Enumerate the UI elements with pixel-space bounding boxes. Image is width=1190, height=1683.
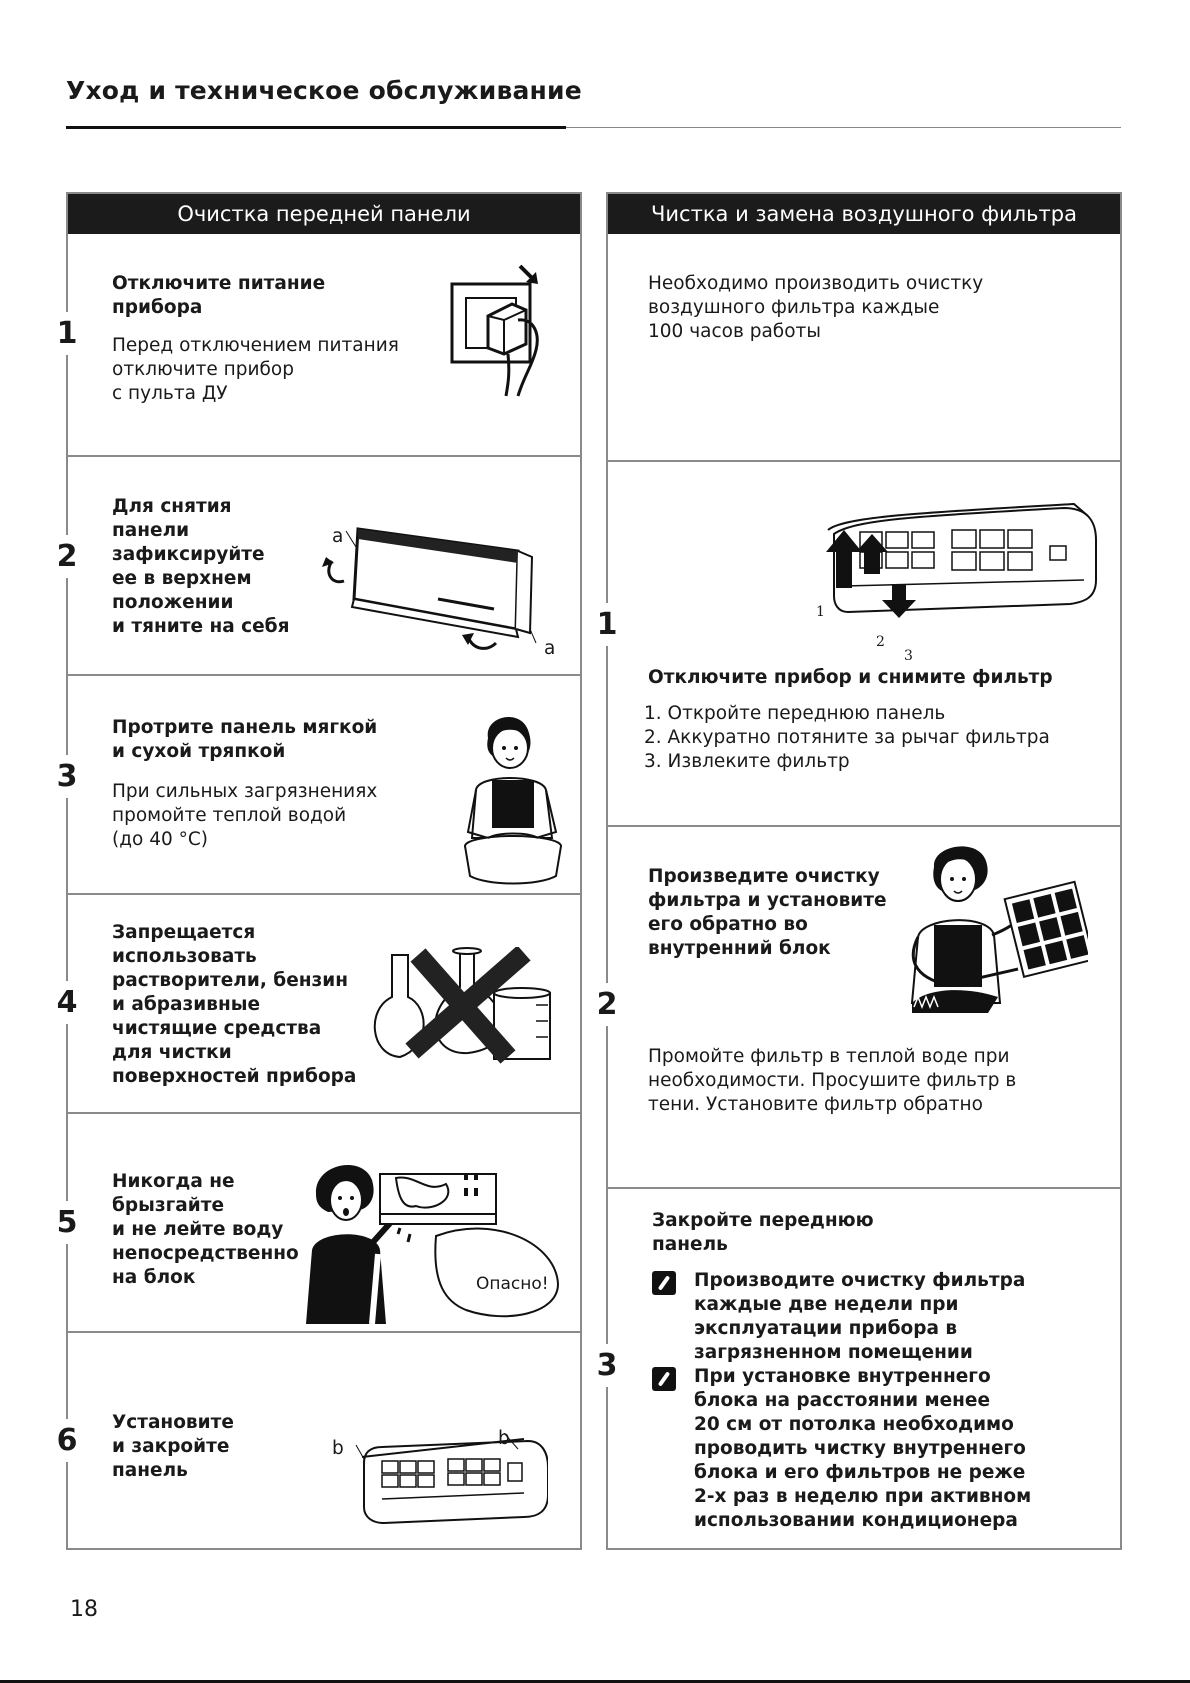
air-conditioner-panel-icon	[318, 517, 558, 657]
woman-washing-icon	[458, 708, 568, 888]
right-step-3-title: Закройте переднюю панель	[652, 1210, 874, 1255]
danger-label: Опасно!	[476, 1274, 549, 1294]
row-2-heading: Для снятия панели зафиксируйте ее в верхнем положении и тяните на себя	[112, 496, 290, 637]
left-row-2	[68, 455, 580, 674]
label-b-left: b	[332, 1438, 344, 1459]
title-rule	[566, 127, 1121, 128]
left-row-4	[68, 893, 580, 1112]
prohibited-chemicals-icon	[368, 947, 558, 1077]
right-column	[606, 192, 1122, 1550]
filter-label-2: 2	[876, 634, 885, 650]
filter-removal-icon	[814, 500, 1114, 640]
page-number: 18	[70, 1597, 98, 1622]
left-row-6	[68, 1331, 580, 1550]
label-a-bottom: a	[544, 638, 556, 659]
row-3-heading: Протрите панель мягкой и сухой тряпкой	[112, 717, 378, 762]
right-row-3	[608, 1187, 1120, 1550]
left-column	[66, 192, 582, 1550]
right-step-3-note-2: При установке внутреннего блока на расстоянии менее 20 см от потолка необходимо проводить чистку внутреннего блока и его фильтров не реже 2-х раз в неделю при активном использовании кондиционера	[694, 1366, 1032, 1531]
left-row-3	[68, 674, 580, 893]
label-b-right: b	[498, 1428, 510, 1449]
step-number-right-3: 3	[592, 1344, 622, 1387]
row-1-text: Перед отключением питания отключите прибор с пульта ДУ	[112, 335, 399, 404]
filter-label-3: 3	[904, 648, 913, 664]
step-number-left-1: 1	[52, 312, 82, 355]
right-row-2	[608, 825, 1120, 1187]
woman-holding-filter-icon	[908, 837, 1088, 1017]
step-number-left-6: 6	[52, 1419, 82, 1462]
note-check-icon-2	[652, 1367, 676, 1391]
right-step-1-text: 1. Откройте переднюю панель 2. Аккуратно потяните за рычаг фильтра 3. Извлеките фильтр	[644, 703, 1050, 772]
step-number-left-3: 3	[52, 755, 82, 798]
left-row-1	[68, 234, 580, 455]
right-step-2-text: Промойте фильтр в теплой воде при необходимости. Просушите фильтр в тени. Установите фильтр обратно	[648, 1046, 1017, 1115]
page-title: Уход и техническое обслуживание	[66, 76, 582, 105]
right-row-1	[608, 460, 1120, 825]
air-conditioner-closed-icon	[348, 1433, 548, 1533]
step-number-left-4: 4	[52, 981, 82, 1024]
water-spray-warning-icon	[306, 1154, 576, 1329]
note-check-icon-1	[652, 1271, 676, 1295]
right-step-1-heading: Отключите прибор и снимите фильтр	[648, 667, 1053, 688]
right-step-2-heading: Произведите очистку фильтра и установите его обратно во внутренний блок	[648, 866, 887, 959]
step-number-right-2: 2	[592, 983, 622, 1026]
title-underline	[66, 126, 566, 129]
step-number-left-2: 2	[52, 535, 82, 578]
right-step-3-note-1: Производите очистку фильтра каждые две недели при эксплуатации прибора в загрязненном помещении	[694, 1270, 1026, 1363]
step-number-right-1: 1	[592, 603, 622, 646]
filter-label-1: 1	[816, 604, 825, 620]
step-number-left-5: 5	[52, 1201, 82, 1244]
filter-intro-text: Необходимо производить очистку воздушного фильтра каждые 100 часов работы	[648, 273, 984, 342]
right-row-intro	[608, 234, 1120, 460]
row-1-heading: Отключите питание прибора	[112, 273, 326, 318]
power-plug-icon	[448, 258, 568, 398]
row-6-heading: Установите и закройте панель	[112, 1412, 234, 1481]
left-row-5	[68, 1112, 580, 1331]
label-a-top: a	[332, 526, 344, 547]
row-4-heading: Запрещается использовать растворители, бензин и абразивные чистящие средства для чистки поверхностей прибора	[112, 922, 357, 1087]
row-3-text: При сильных загрязнениях промойте теплой водой (до 40 °C)	[112, 781, 378, 850]
left-column-header: Очистка передней панели	[68, 194, 580, 234]
right-column-header: Чистка и замена воздушного фильтра	[608, 194, 1120, 234]
row-5-heading: Никогда не брызгайте и не лейте воду непосредственно на блок	[112, 1171, 299, 1288]
